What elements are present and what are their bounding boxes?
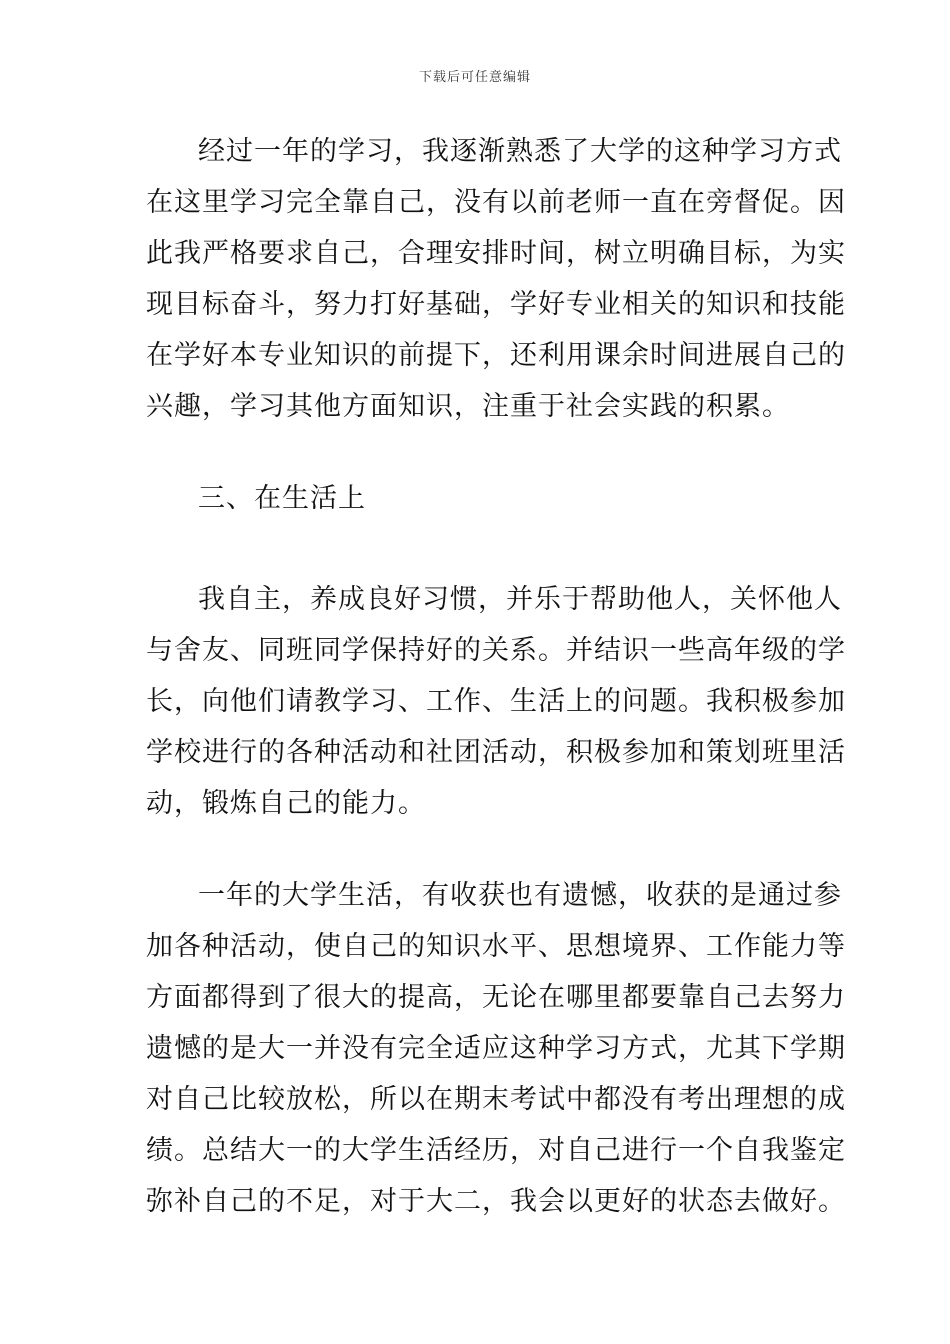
paragraph-line: 一年的大学生活，有收获也有遗憾，收获的是通过参 (198, 880, 842, 911)
paragraph-line: 兴趣，学习其他方面知识，注重于社会实践的积累。 (146, 391, 790, 422)
paragraph-line: 此我严格要求自己，合理安排时间，树立明确目标，为实 (146, 238, 846, 269)
paragraph-line: 与舍友、同班同学保持好的关系。并结识一些高年级的学 (146, 635, 846, 666)
paragraph-line: 弥补自己的不足，对于大二，我会以更好的状态去做好。 (146, 1186, 846, 1217)
paragraph-line: 遗憾的是大一并没有完全适应这种学习方式，尤其下学期 (146, 1033, 846, 1064)
paragraph-line: 长，向他们请教学习、工作、生活上的问题。我积极参加 (146, 686, 846, 717)
paragraph-life (146, 574, 846, 829)
paragraph-line: 我自主，养成良好习惯，并乐于帮助他人，关怀他人 (198, 584, 842, 615)
section-heading (146, 473, 810, 524)
paragraph-line: 经过一年的学习，我逐渐熟悉了大学的这种学习方式 (198, 136, 842, 167)
paragraph-line: 在学好本专业知识的前提下，还利用课余时间进展自己的 (146, 340, 846, 371)
paragraph-line: 动，锻炼自己的能力。 (146, 788, 426, 819)
paragraph-line: 加各种活动，使自己的知识水平、思想境界、工作能力等 (146, 931, 846, 962)
paragraph-line: 现目标奋斗，努力打好基础，学好专业相关的知识和技能 (146, 289, 846, 320)
paragraph-line: 在这里学习完全靠自己，没有以前老师一直在旁督促。因 (146, 187, 846, 218)
paragraph-line: 方面都得到了很大的提高，无论在哪里都要靠自己去努力 (146, 982, 846, 1013)
paragraph-study (146, 126, 846, 432)
header-note: 下载后可任意编辑 (418, 70, 531, 85)
section-heading-text: 三、在生活上 (198, 483, 366, 514)
paragraph-line: 对自己比较放松，所以在期末考试中都没有考出理想的成 (146, 1084, 846, 1115)
paragraph-line: 学校进行的各种活动和社团活动，积极参加和策划班里活 (146, 737, 846, 768)
paragraph-line: 绩。总结大一的大学生活经历，对自己进行一个自我鉴定 (146, 1135, 846, 1166)
paragraph-summary (146, 870, 846, 1227)
